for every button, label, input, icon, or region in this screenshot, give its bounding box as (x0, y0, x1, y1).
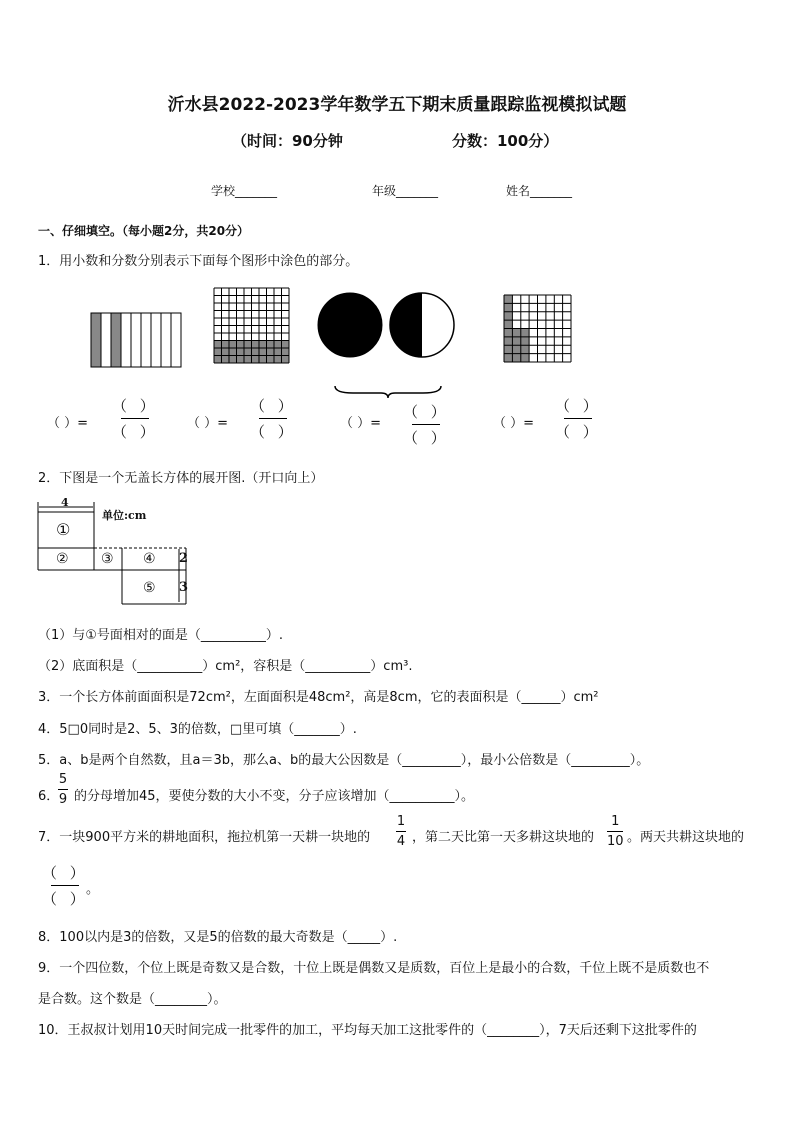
net-unit-label: 单位:cm (102, 509, 147, 522)
net-dim-top: 4 (61, 496, 69, 509)
net-dim-right-1: 2 (179, 551, 189, 566)
question-2: 2．下图是一个无盖长方体的展开图.（开口向上） (38, 471, 324, 486)
fraction-5-9: 5 9 (58, 772, 68, 807)
face-label-5: ⑤ (143, 580, 156, 596)
question-6-number: 6． (38, 789, 60, 804)
face-label-1: ① (56, 520, 71, 539)
fraction-1-4: 1 4 (396, 814, 406, 849)
answer-blank-2: （ ）= (187, 416, 229, 431)
question-1: 1．用小数和分数分别表示下面每个图形中涂色的部分。 (38, 254, 359, 269)
question-7-part-c: 。两天共耕这块地的 (627, 830, 745, 845)
l-shaded-grid-figure (503, 294, 573, 364)
score-label: 分数：100分） (452, 132, 559, 150)
question-8: 8．100以内是3的倍数，又是5的倍数的最大奇数是（_____）. (38, 930, 398, 945)
face-label-4: ④ (143, 551, 156, 567)
net-dim-right-2: 3 (179, 580, 189, 595)
page-title: 沂水县2022-2023学年数学五下期末质量跟踪监视模拟试题 (167, 95, 627, 115)
fraction-answer-7: （ ） （ ） (42, 864, 89, 908)
school-field: 学校_______ (211, 184, 278, 198)
fraction-answer-2: （ ） （ ） (250, 397, 297, 441)
question-9-line-1: 9．一个四位数，个位上既是奇数又是合数，十位上既是偶数又是质数，百位上是最小的合数，千位上既不是质数也不 (38, 961, 710, 976)
section-heading: 一、仔细填空。（每小题2分，共20分） (38, 224, 250, 238)
question-7-part-a: 7．一块900平方米的耕地面积，拖拉机第一天耕一块地的 (38, 830, 371, 845)
circles-figure (315, 292, 460, 358)
answer-blank-3: （ ）= (340, 416, 382, 431)
question-10: 10．王叔叔计划用10天时间完成一批零件的加工，平均每天加工这批零件的（________），7天后还剩下这批零件的 (38, 1023, 697, 1038)
question-6: 的分母增加45，要使分数的大小不变，分子应该增加（__________）。 (74, 789, 475, 804)
grade-field: 年级_______ (372, 184, 439, 198)
question-2-2: （2）底面积是（__________）cm²，容积是（__________）cm³. (38, 659, 413, 674)
question-9-line-2: 是合数。这个数是（________）。 (38, 992, 227, 1007)
name-field: 姓名_______ (506, 184, 573, 198)
brace-icon (333, 384, 443, 400)
time-label: （时间：90分钟 (232, 132, 343, 150)
face-label-2: ② (56, 551, 69, 567)
fraction-1-10: 1 10 (607, 814, 624, 849)
question-2-1: （1）与①号面相对的面是（__________）. (38, 628, 284, 643)
question-4: 4．5□0同时是2、5、3的倍数，□里可填（_______）. (38, 722, 357, 737)
answer-blank-1: （ ）= (47, 416, 89, 431)
answer-blank-4: （ ）= (493, 416, 535, 431)
fraction-answer-4: （ ） （ ） (555, 397, 602, 441)
fraction-answer-1: （ ） （ ） (112, 397, 159, 441)
question-7-end: 。 (86, 882, 100, 897)
face-label-3: ③ (101, 551, 114, 567)
striped-rectangle-figure (90, 312, 182, 368)
fraction-answer-3: （ ） （ ） (403, 403, 450, 447)
question-3: 3．一个长方体前面面积是72cm²，左面面积是48cm²，高是8cm，它的表面积是（______）cm² (38, 690, 599, 705)
question-5: 5．a、b是两个自然数，且a＝3b，那么a、b的最大公因数是（_________），最小公倍数是（_________）。 (38, 753, 650, 768)
hundred-grid-figure (213, 287, 291, 365)
question-7-part-b: ，第二天比第一天多耕这块地的 (412, 830, 595, 845)
